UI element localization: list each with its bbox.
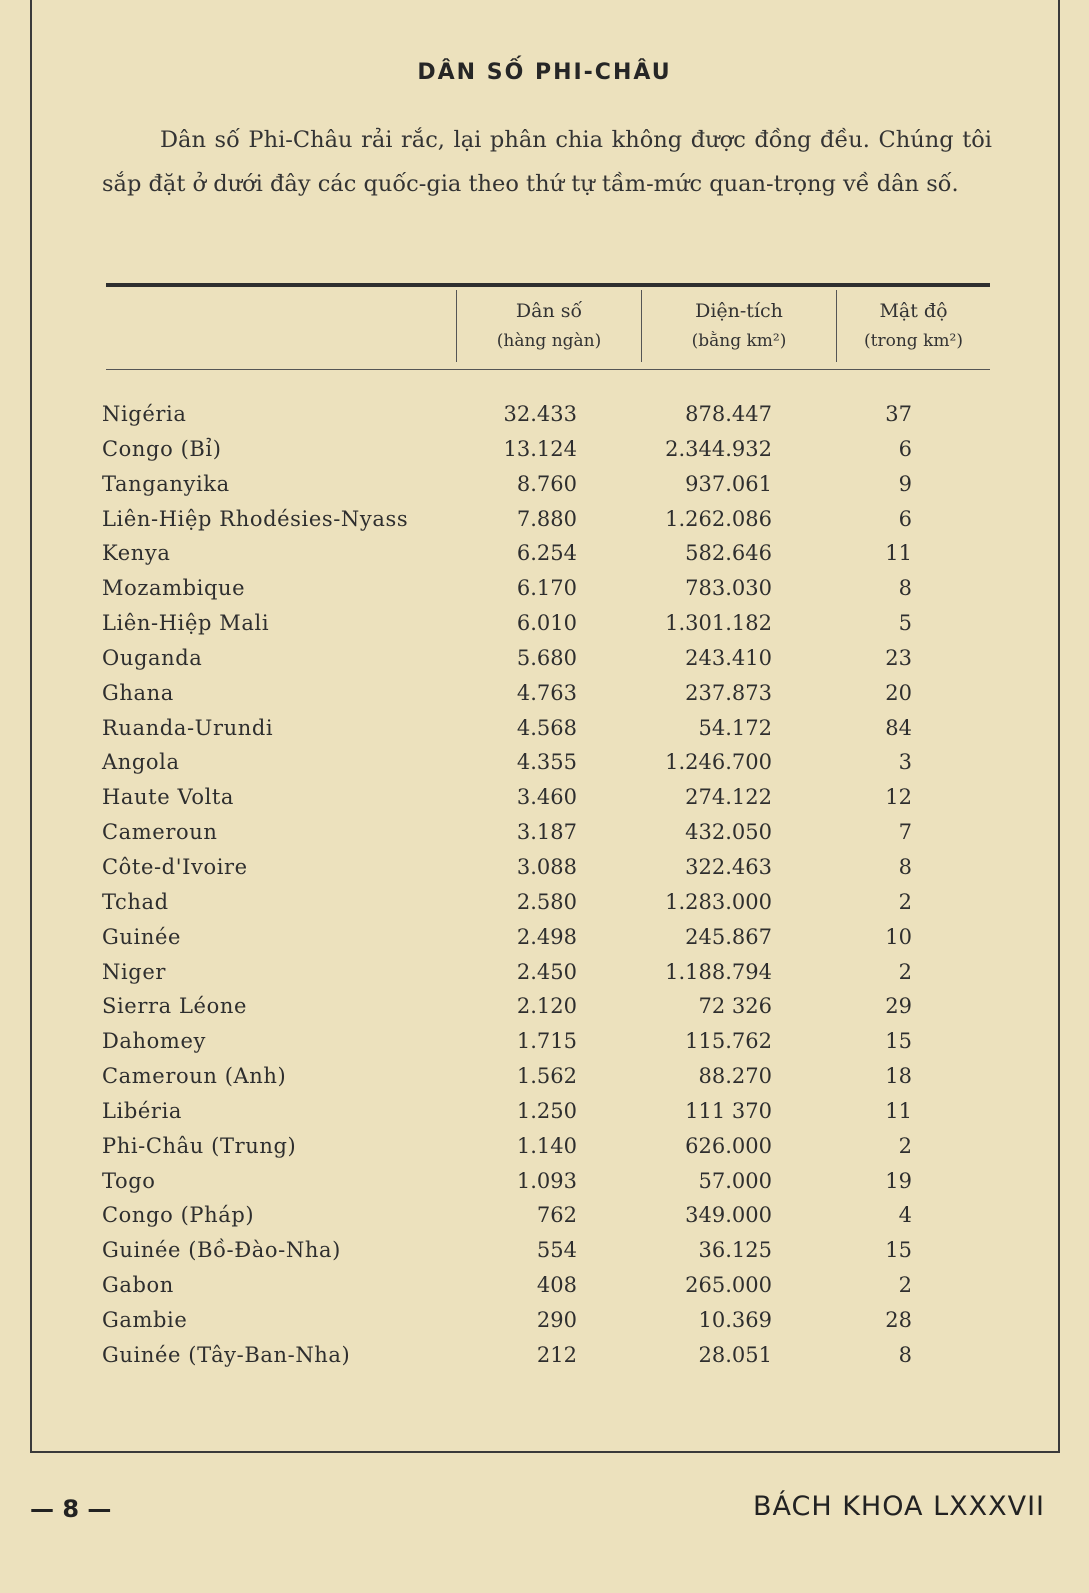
area-value: 626.000	[685, 1133, 772, 1158]
area-value: 1.246.700	[665, 750, 772, 775]
population-value: 6.010	[516, 611, 577, 636]
table-row	[102, 850, 992, 885]
density-value: 2	[898, 959, 912, 984]
population-value: 2.498	[516, 924, 577, 949]
page-number: — 8 —	[30, 1495, 112, 1523]
country-name: Mozambique	[102, 576, 246, 601]
population-value: 4.763	[516, 680, 577, 705]
table-row	[102, 397, 992, 432]
population-value: 290	[536, 1307, 577, 1332]
density-value: 4	[898, 1203, 912, 1228]
area-value: 783.030	[685, 576, 772, 601]
area-value: 878.447	[685, 402, 772, 426]
population-value: 32.433	[503, 402, 577, 426]
population-table	[102, 397, 992, 1373]
table-row	[102, 1164, 992, 1199]
population-value: 8.760	[516, 471, 577, 496]
country-name: Ruanda-Urundi	[102, 715, 274, 740]
table-row	[102, 885, 992, 920]
area-value: 245.867	[685, 924, 772, 949]
population-value: 1.093	[516, 1168, 577, 1193]
area-value: 432.050	[685, 820, 772, 845]
page-title: DÂN SỐ PHI-CHÂU	[417, 60, 672, 85]
density-value: 20	[885, 680, 912, 705]
country-name: Sierra Léone	[102, 994, 247, 1019]
population-value: 3.088	[516, 854, 577, 879]
area-value: 36.125	[698, 1238, 772, 1263]
country-name: Cameroun	[102, 820, 218, 845]
country-name: Nigéria	[102, 402, 187, 426]
area-value: 111 370	[685, 1098, 772, 1123]
table-row	[102, 1024, 992, 1059]
density-value: 23	[885, 645, 912, 670]
population-value: 4.355	[516, 750, 577, 775]
density-value: 8	[898, 854, 912, 879]
density-value: 2	[898, 1273, 912, 1298]
density-value: 28	[885, 1307, 912, 1332]
density-value: 8	[898, 576, 912, 601]
country-name: Tchad	[102, 889, 169, 914]
country-name: Ghana	[102, 680, 174, 705]
table-top-rule	[106, 283, 990, 287]
table-row	[102, 1094, 992, 1129]
table-header	[106, 290, 990, 362]
area-value: 1.283.000	[665, 889, 772, 914]
country-name: Kenya	[102, 541, 171, 566]
area-value: 1.188.794	[665, 959, 772, 984]
density-value: 12	[885, 785, 912, 810]
table-row	[102, 711, 992, 746]
country-name: Angola	[102, 750, 180, 775]
country-name: Cameroun (Anh)	[102, 1064, 287, 1089]
density-value: 2	[898, 889, 912, 914]
density-value: 29	[885, 994, 912, 1019]
country-name: Ouganda	[102, 645, 203, 670]
table-row	[102, 1059, 992, 1094]
country-name: Congo (Bỉ)	[102, 436, 222, 461]
table-row	[102, 1338, 992, 1373]
population-value: 3.187	[516, 820, 577, 845]
area-value: 265.000	[685, 1273, 772, 1298]
density-value: 3	[898, 750, 912, 775]
density-value: 6	[898, 506, 912, 531]
density-value: 6	[898, 436, 912, 461]
population-value: 1.140	[516, 1133, 577, 1158]
table-row	[102, 432, 992, 467]
population-value: 6.170	[516, 576, 577, 601]
density-value: 15	[885, 1029, 912, 1054]
header-population-unit: (hàng ngàn)	[496, 331, 602, 351]
density-value: 19	[885, 1168, 912, 1193]
area-value: 322.463	[685, 854, 772, 879]
density-value: 18	[885, 1064, 912, 1089]
population-value: 2.450	[516, 959, 577, 984]
area-value: 237.873	[685, 680, 772, 705]
table-row	[102, 571, 992, 606]
density-value: 15	[885, 1238, 912, 1263]
header-bottom-rule	[106, 369, 990, 370]
header-population-label: Dân số	[515, 300, 583, 322]
intro-paragraph: Dân số Phi-Châu rải rắc, lại phân chia không được đồng đều. Chúng tôi sắp đặt ở dưới đây các quốc-gia theo thứ tự tầm-mức quan-trọng về dân số.	[102, 127, 992, 197]
population-value: 1.250	[516, 1098, 577, 1123]
area-value: 88.270	[698, 1064, 772, 1089]
density-value: 7	[898, 820, 912, 845]
country-name: Phi-Châu (Trung)	[102, 1133, 297, 1158]
area-value: 115.762	[685, 1029, 772, 1054]
area-value: 274.122	[685, 785, 772, 810]
country-name: Guinée (Bồ-Đào-Nha)	[102, 1238, 341, 1263]
population-value: 212	[536, 1342, 577, 1367]
area-value: 1.262.086	[665, 506, 772, 531]
area-value: 1.301.182	[665, 611, 772, 636]
table-row	[102, 1129, 992, 1164]
header-area-unit: (bằng km²)	[691, 331, 787, 351]
country-name: Guinée (Tây-Ban-Nha)	[102, 1342, 351, 1367]
country-name: Guinée	[102, 924, 181, 949]
country-name: Togo	[102, 1168, 156, 1193]
country-name: Haute Volta	[102, 785, 235, 810]
table-row	[102, 815, 992, 850]
population-value: 2.580	[516, 889, 577, 914]
country-name: Liên-Hiệp Rhodésies-Nyass	[102, 506, 409, 531]
area-value: 937.061	[685, 471, 772, 496]
table-row	[102, 1303, 992, 1338]
header-density	[836, 290, 990, 362]
population-value: 4.568	[516, 715, 577, 740]
area-value: 243.410	[685, 645, 772, 670]
density-value: 8	[898, 1342, 912, 1367]
table-row	[102, 641, 992, 676]
population-value: 762	[536, 1203, 577, 1228]
density-value: 2	[898, 1133, 912, 1158]
table-row	[102, 955, 992, 990]
table-row	[102, 780, 992, 815]
population-value: 408	[536, 1273, 577, 1298]
publication-name: BÁCH KHOA LXXXVII	[752, 1491, 1045, 1522]
population-value: 1.715	[516, 1029, 577, 1054]
area-value: 10.369	[698, 1307, 772, 1332]
area-value: 28.051	[698, 1342, 772, 1367]
table-row	[102, 606, 992, 641]
country-name: Tanganyika	[102, 471, 230, 496]
country-name: Dahomey	[102, 1029, 206, 1054]
density-value: 84	[885, 715, 912, 740]
population-value: 3.460	[516, 785, 577, 810]
country-name: Gabon	[102, 1273, 174, 1298]
density-value: 11	[885, 541, 912, 566]
header-area	[641, 290, 836, 362]
density-value: 37	[885, 402, 912, 426]
country-name: Gambie	[102, 1307, 188, 1332]
table-row	[102, 745, 992, 780]
header-population	[456, 290, 641, 362]
population-value: 554	[536, 1238, 577, 1263]
country-name: Libéria	[102, 1098, 183, 1123]
header-area-label: Diện-tích	[695, 300, 783, 322]
area-value: 2.344.932	[665, 436, 772, 461]
area-value: 582.646	[685, 541, 772, 566]
header-density-unit: (trong km²)	[864, 331, 963, 351]
area-value: 57.000	[698, 1168, 772, 1193]
table-row	[102, 536, 992, 571]
table-row	[102, 989, 992, 1024]
area-value: 349.000	[685, 1203, 772, 1228]
population-value: 2.120	[516, 994, 577, 1019]
table-row	[102, 1268, 992, 1303]
density-value: 10	[885, 924, 912, 949]
table-row	[102, 676, 992, 711]
area-value: 54.172	[698, 715, 772, 740]
population-value: 5.680	[516, 645, 577, 670]
table-row	[102, 1198, 992, 1233]
header-density-label: Mật độ	[879, 300, 948, 322]
table-row	[102, 920, 992, 955]
density-value: 5	[898, 611, 912, 636]
density-value: 9	[898, 471, 912, 496]
table-row	[102, 502, 992, 537]
table-row	[102, 1233, 992, 1268]
area-value: 72 326	[698, 994, 772, 1019]
country-name: Congo (Pháp)	[102, 1203, 255, 1228]
population-value: 6.254	[516, 541, 577, 566]
population-value: 13.124	[503, 436, 577, 461]
country-name: Liên-Hiệp Mali	[102, 611, 270, 636]
population-value: 7.880	[516, 506, 577, 531]
country-name: Côte-d'Ivoire	[102, 854, 248, 879]
population-value: 1.562	[516, 1064, 577, 1089]
table-row	[102, 467, 992, 502]
country-name: Niger	[102, 959, 167, 984]
density-value: 11	[885, 1098, 912, 1123]
